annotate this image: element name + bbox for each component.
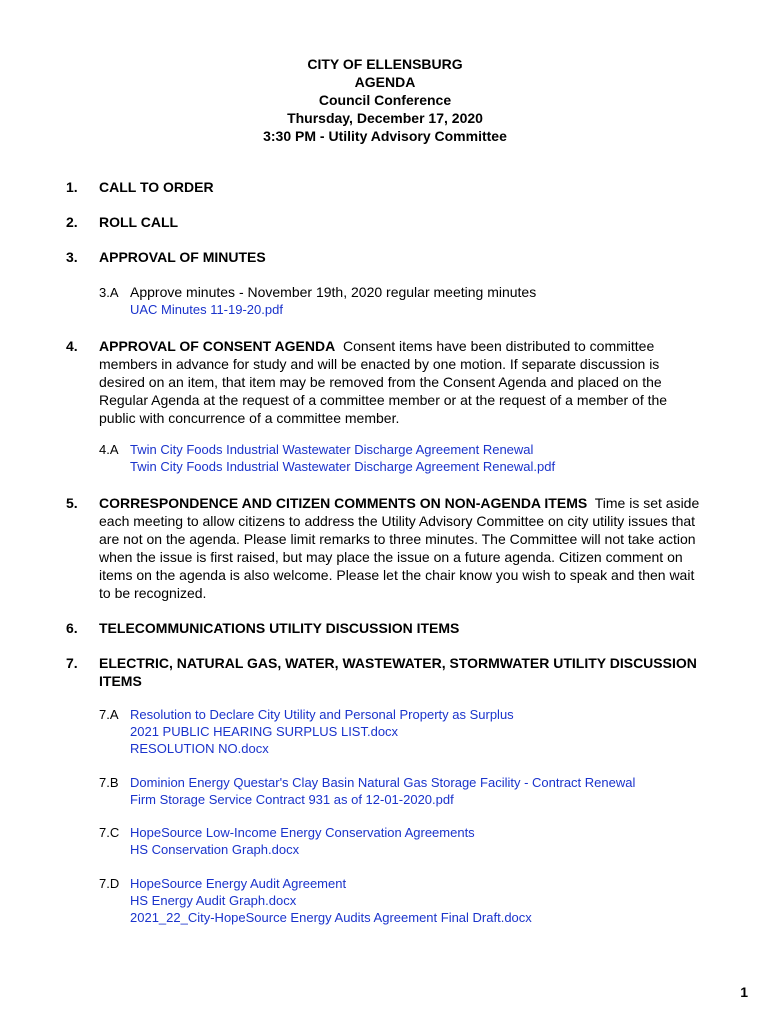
subitem-title-link[interactable]: Resolution to Declare City Utility and Personal Property as Surplus — [130, 707, 514, 722]
attachment-link[interactable]: RESOLUTION NO.docx — [130, 741, 269, 756]
meeting-time-committee: 3:30 PM - Utility Advisory Committee — [263, 128, 507, 144]
item-number: 7. — [66, 655, 78, 671]
subitem-7b — [99, 774, 719, 808]
subitem-title-link[interactable]: HopeSource Low-Income Energy Conservation Agreements — [130, 825, 475, 840]
item-title: APPROVAL OF CONSENT AGENDA — [99, 338, 336, 354]
subitem-text: Approve minutes - November 19th, 2020 regular meeting minutes — [130, 284, 537, 300]
item-number: 2. — [66, 214, 78, 230]
agenda-item-3 — [66, 248, 706, 266]
attachment-link[interactable]: Firm Storage Service Contract 931 as of 12-01-2020.pdf — [130, 792, 454, 807]
subitem-number: 7.A — [99, 707, 119, 722]
subitem-number: 7.B — [99, 775, 119, 790]
item-title: ELECTRIC, NATURAL GAS, WATER, WASTEWATER, STORMWATER UTILITY DISCUSSION ITEMS — [99, 655, 697, 689]
item-title: CORRESPONDENCE AND CITIZEN COMMENTS ON NON-AGENDA ITEMS — [99, 495, 588, 511]
city-name: CITY OF ELLENSBURG — [307, 56, 463, 72]
subitem-7d — [99, 875, 719, 926]
item-title: TELECOMMUNICATIONS UTILITY DISCUSSION ITEMS — [99, 620, 460, 636]
attachment-link[interactable]: UAC Minutes 11-19-20.pdf — [130, 302, 283, 317]
subitem-number: 4.A — [99, 442, 119, 457]
meeting-type: Council Conference — [318, 92, 452, 108]
item-title: CALL TO ORDER — [99, 179, 214, 195]
meeting-date: Thursday, December 17, 2020 — [287, 110, 483, 126]
subitem-4a — [99, 441, 719, 475]
item-title: ROLL CALL — [99, 214, 179, 230]
attachment-link[interactable]: 2021 PUBLIC HEARING SURPLUS LIST.docx — [130, 724, 399, 739]
agenda-item-2 — [66, 213, 706, 231]
subitem-number: 3.A — [99, 285, 119, 300]
agenda-item-6 — [66, 619, 706, 637]
attachment-link[interactable]: HS Energy Audit Graph.docx — [130, 893, 297, 908]
item-number: 6. — [66, 620, 78, 636]
subitem-title-link[interactable]: HopeSource Energy Audit Agreement — [130, 876, 347, 891]
agenda-item-7 — [66, 654, 706, 690]
item-title: APPROVAL OF MINUTES — [99, 249, 266, 265]
agenda-item-1 — [66, 178, 706, 196]
subitem-7c — [99, 824, 719, 858]
item-number: 3. — [66, 249, 78, 265]
agenda-label: AGENDA — [354, 74, 416, 90]
item-number: 5. — [66, 495, 78, 511]
attachment-link[interactable]: Twin City Foods Industrial Wastewater Discharge Agreement Renewal.pdf — [130, 459, 556, 474]
subitem-title-link[interactable]: Twin City Foods Industrial Wastewater Discharge Agreement Renewal — [130, 442, 534, 457]
agenda-item-4 — [66, 337, 706, 427]
item-number: 4. — [66, 338, 78, 354]
item-number: 1. — [66, 179, 78, 195]
item-description: Time is set aside each meeting to allow citizens to address the Utility Advisory Committee on city utility issues that are not on the agenda. Please limit remarks to three minutes. The Committee will not take action when the issue is first raised, but may place the issue on a future agenda. Citizen comment on items on the agenda is also welcome. Please let the chair know you wish to speak and then wait to be recognized. — [99, 495, 700, 601]
subitem-7a — [99, 706, 719, 757]
page-number: 1 — [740, 984, 748, 1000]
attachment-link[interactable]: HS Conservation Graph.docx — [130, 842, 300, 857]
subitem-3a — [99, 284, 719, 318]
subitem-title-link[interactable]: Dominion Energy Questar's Clay Basin Natural Gas Storage Facility - Contract Renewal — [130, 775, 636, 790]
subitem-number: 7.C — [99, 825, 120, 840]
agenda-header — [0, 55, 770, 145]
item-description: Consent items have been distributed to committee members in advance for study and will be enacted by one motion. If separate discussion is desired on an item, that item may be removed from the Consent Agenda and placed on the Regular Agenda at the request of a committee member or at the request of a member of the public with concurrence of a committee member. — [99, 338, 668, 426]
attachment-link[interactable]: 2021_22_City-HopeSource Energy Audits Agreement Final Draft.docx — [130, 910, 532, 925]
subitem-number: 7.D — [99, 876, 120, 891]
agenda-item-5 — [66, 494, 706, 602]
